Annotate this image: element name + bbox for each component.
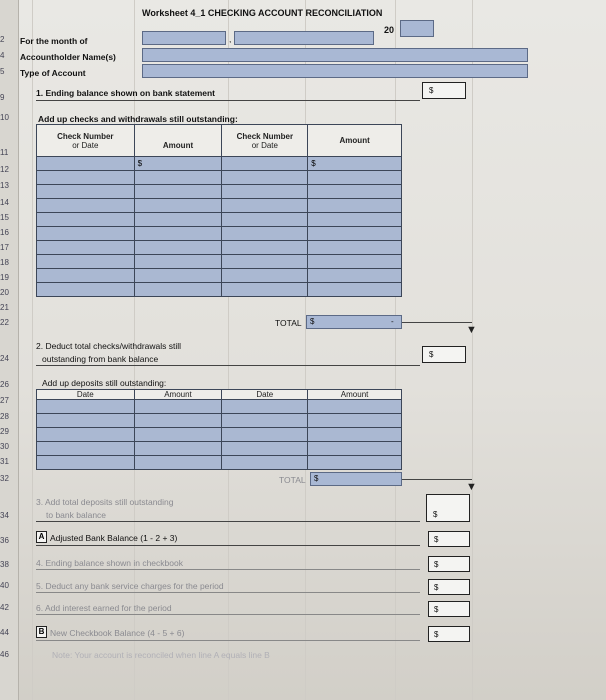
table-row[interactable] (37, 283, 402, 297)
row-number[interactable]: 32 (0, 474, 9, 483)
deposits-col-date-2: Date (222, 390, 308, 400)
table-row[interactable] (37, 185, 402, 199)
row-number[interactable]: 27 (0, 396, 9, 405)
row-number[interactable]: 28 (0, 412, 9, 421)
deposits-col-amount: Amount (134, 390, 222, 400)
row-number[interactable]: 16 (0, 228, 9, 237)
table-row[interactable] (37, 171, 402, 185)
month-comma: , (229, 34, 232, 44)
row-number[interactable]: 15 (0, 213, 9, 222)
new-balance-underline (36, 640, 420, 641)
dollar-sign: $ (429, 350, 434, 359)
deposits-heading: Add up deposits still outstanding: (42, 378, 167, 388)
dollar-sign: $ (434, 605, 439, 614)
table-row[interactable] (37, 227, 402, 241)
adjusted-underline (36, 545, 420, 546)
section-3-line2: to bank balance (46, 510, 107, 520)
table-row[interactable] (37, 442, 402, 456)
deduct-total-box[interactable] (422, 346, 466, 363)
row-number[interactable]: 17 (0, 243, 9, 252)
section-3-line1: 3. Add total deposits still outstanding (36, 497, 174, 507)
deposits-table (36, 389, 402, 470)
row-number[interactable]: 4 (0, 51, 5, 60)
dollar-sign: $ (434, 560, 439, 569)
deposits-col-amount-2: Amount (308, 390, 402, 400)
deposits-total-label: TOTAL (279, 475, 306, 485)
interest-box[interactable] (428, 601, 470, 617)
adjusted-balance-box[interactable] (428, 531, 470, 547)
section-6-underline (36, 614, 420, 615)
line-a-marker: A (36, 531, 47, 543)
row-number[interactable]: 11 (0, 148, 9, 157)
dollar-sign: $ (429, 86, 434, 95)
grid-line (32, 0, 33, 700)
row-number[interactable]: 29 (0, 427, 9, 436)
reconciliation-note: Note: Your account is reconciled when line A equals line B (52, 650, 270, 660)
row-number[interactable]: 19 (0, 273, 9, 282)
section-2-line1: 2. Deduct total checks/withdrawals still (36, 341, 182, 351)
row-number[interactable]: 34 (0, 511, 9, 520)
section-3-underline (36, 521, 420, 522)
section-2-line2: outstanding from bank balance (42, 354, 159, 364)
table-row[interactable] (37, 456, 402, 470)
row-number[interactable]: 12 (0, 165, 9, 174)
row-number[interactable]: 46 (0, 650, 9, 659)
new-balance-label: New Checkbook Balance (4 - 5 + 6) (50, 628, 185, 638)
adjusted-balance-label: Adjusted Bank Balance (1 - 2 + 3) (50, 533, 178, 543)
table-row[interactable] (37, 199, 402, 213)
row-number[interactable]: 5 (0, 67, 5, 76)
row-number[interactable]: 22 (0, 318, 9, 327)
table-row[interactable] (37, 428, 402, 442)
row-number[interactable]: 21 (0, 303, 9, 312)
row-number[interactable]: 38 (0, 560, 9, 569)
section-1-underline (36, 100, 420, 101)
checks-col-number: Check Number or Date (37, 125, 135, 157)
arrow-down-icon: ▼ (466, 481, 477, 493)
checks-total-label: TOTAL (275, 318, 302, 328)
accountholder-input[interactable] (142, 48, 528, 62)
year-input[interactable] (400, 20, 434, 37)
table-row[interactable] (37, 255, 402, 269)
arrow-down-icon: ▼ (466, 324, 477, 336)
new-balance-box[interactable] (428, 626, 470, 642)
row-number[interactable]: 14 (0, 198, 9, 207)
checks-col-number-2: Check Number or Date (222, 125, 308, 157)
grid-line (472, 0, 473, 700)
row-number[interactable]: 2 (0, 35, 5, 44)
dollar-sign: $ (434, 583, 439, 592)
worksheet-title: Worksheet 4_1 CHECKING ACCOUNT RECONCILIATION (142, 8, 383, 18)
grid-line (305, 0, 306, 700)
month-input[interactable] (142, 31, 226, 45)
checks-col-amount: Amount (134, 125, 222, 157)
row-number[interactable]: 18 (0, 258, 9, 267)
row-number[interactable]: 42 (0, 603, 9, 612)
dollar-sign: $ (433, 510, 438, 519)
accountholder-label: Accountholder Name(s) (20, 52, 116, 62)
add-deposits-box[interactable] (426, 494, 470, 522)
table-row[interactable] (37, 400, 402, 414)
row-number[interactable]: 26 (0, 380, 9, 389)
row-number[interactable]: 9 (0, 93, 5, 102)
deposits-col-date: Date (37, 390, 135, 400)
arrow-line (402, 479, 472, 480)
table-row[interactable] (37, 213, 402, 227)
month-year-input[interactable] (234, 31, 374, 45)
section-5-underline (36, 592, 420, 593)
line-b-marker: B (36, 626, 47, 638)
deposits-total-input[interactable]: $ (310, 472, 402, 486)
section-6-label: 6. Add interest earned for the period (36, 603, 172, 613)
checks-col-amount-2: Amount (308, 125, 402, 157)
row-header[interactable] (0, 0, 19, 700)
checkbook-balance-box[interactable] (428, 556, 470, 572)
section-1-label: 1. Ending balance shown on bank statement (36, 88, 216, 98)
row-number[interactable]: 10 (0, 113, 9, 122)
year-prefix: 20 (384, 25, 395, 35)
table-row[interactable] (37, 241, 402, 255)
table-row[interactable]: $ $ (37, 157, 402, 171)
section-4-underline (36, 569, 420, 570)
account-type-label: Type of Account (20, 68, 86, 78)
dollar-sign: $ (434, 535, 439, 544)
service-charges-box[interactable] (428, 579, 470, 595)
grid-line (228, 0, 232, 700)
row-number[interactable]: 20 (0, 288, 9, 297)
checks-table (36, 124, 402, 297)
section-4-label: 4. Ending balance shown in checkbook (36, 558, 183, 568)
section-2-underline (36, 365, 420, 366)
row-number[interactable]: 36 (0, 536, 9, 545)
row-number[interactable]: 31 (0, 457, 9, 466)
section-5-label: 5. Deduct any bank service charges for the period (36, 581, 224, 591)
table-row[interactable] (37, 414, 402, 428)
grid-line (395, 0, 396, 700)
row-number[interactable]: 40 (0, 581, 9, 590)
arrow-line (402, 322, 472, 323)
dollar-sign: $ (434, 630, 439, 639)
table-row[interactable] (37, 269, 402, 283)
month-label: For the month of (20, 36, 88, 46)
row-number[interactable]: 24 (0, 354, 9, 363)
checks-heading: Add up checks and withdrawals still outstanding: (38, 114, 238, 124)
account-type-input[interactable] (142, 64, 528, 78)
row-number[interactable]: 30 (0, 442, 9, 451)
row-number[interactable]: 13 (0, 181, 9, 190)
ending-balance-box[interactable] (422, 82, 466, 99)
checks-total-input[interactable]: $ - (306, 315, 402, 329)
row-number[interactable]: 44 (0, 628, 9, 637)
